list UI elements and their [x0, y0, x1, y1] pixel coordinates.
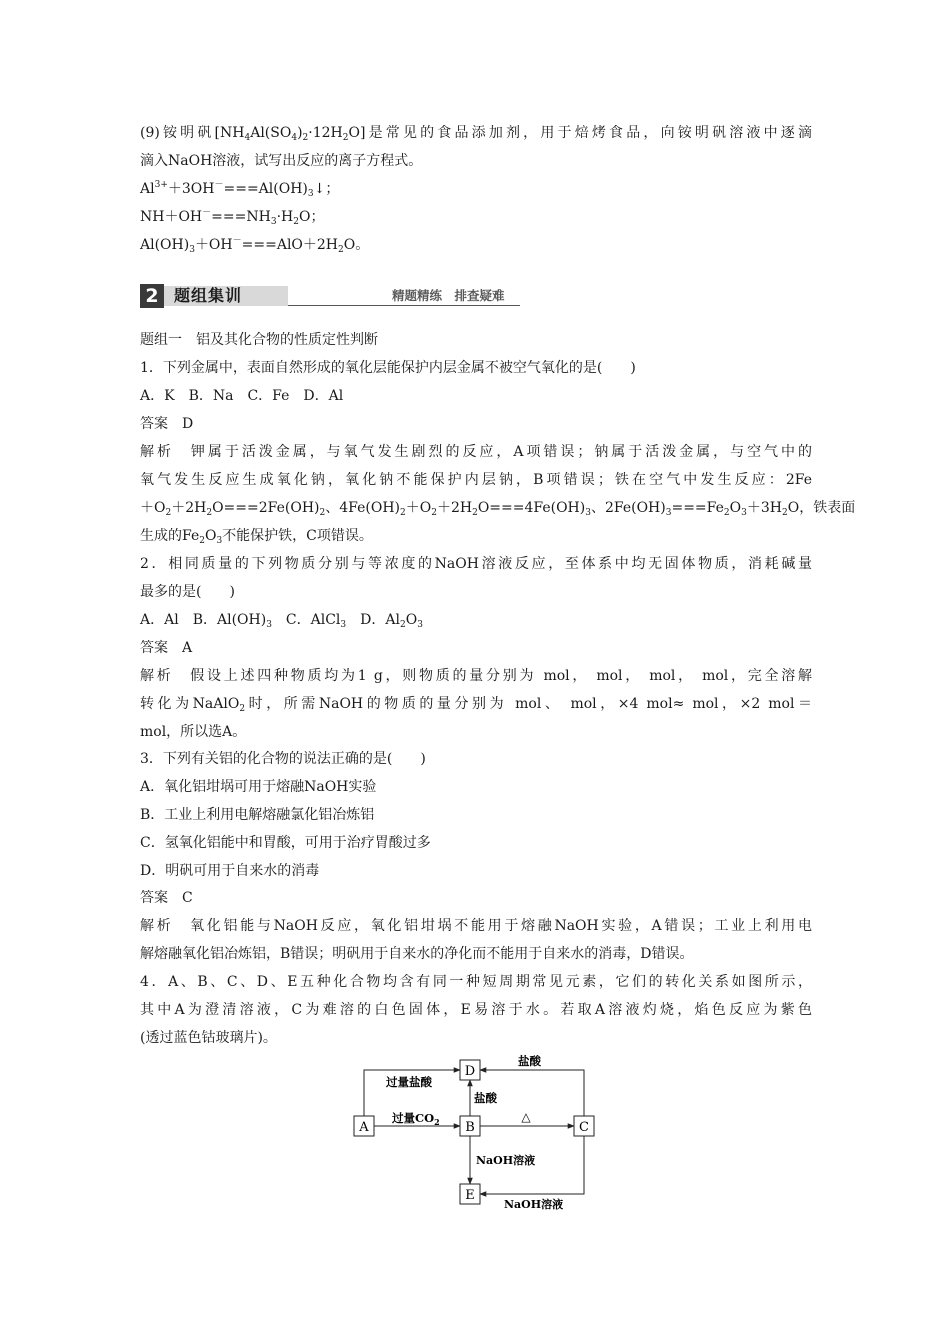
q3-explanation-line1: 解析 氧化铝能与NaOH反应，氧化铝坩埚不能用于熔融NaOH实验，A错误；工业上利用电 — [140, 918, 812, 934]
section-number-badge: 2 — [140, 284, 164, 308]
node-b-label: B — [465, 1120, 475, 1135]
q1-options: A．K B．Na C．Fe D．Al — [140, 388, 344, 404]
q3-option-b: B．工业上利用电解熔融氯化铝冶炼铝 — [140, 807, 375, 823]
q1-answer: 答案 D — [140, 416, 194, 432]
label-excess-co2: 过量$CO_2$ — [392, 1111, 440, 1127]
q1-stem: 1．下列金属中，表面自然形成的氧化层能保护内层金属不被空气氧化的是( ) — [140, 360, 636, 376]
q9-line1: (9)铵明矾$[NH_4Al(SO_4)_2\cdot 12H_2O]$是常见的食品添加剂，用于焙烤食品，向铵明矾溶液中逐滴 — [140, 125, 812, 143]
q3-option-a: A．氧化铝坩埚可用于熔融NaOH实验 — [140, 779, 377, 795]
section-header — [140, 284, 520, 308]
section-underline — [288, 305, 520, 306]
q2-answer: 答案 A — [140, 640, 193, 656]
q3-explanation-line2: 解熔融氧化铝冶炼铝，B错误；明矾用于自来水的净化而不能用于自来水的消毒，D错误。 — [140, 946, 694, 962]
label-naoh-vertical: NaOH溶液 — [476, 1154, 536, 1167]
q2-explanation-line1: 解析 假设上述四种物质均为1 g，则物质的量分别为 mol， mol， mol， mol，完全溶解 — [140, 668, 812, 684]
q9-equation-1: $Al^{3+}+3OH^-===Al(OH)_3↓$； — [140, 180, 340, 199]
q2-stem-line1: 2．相同质量的下列物质分别与等浓度的NaOH溶液反应，至体系中均无固体物质，消耗碱量 — [140, 556, 812, 572]
q2-explanation-line2: 转化为NaAlO$_2$时，所需NaOH的物质的量分别为 mol、 mol，×4 mol≈ mol，×2 mol＝ — [140, 696, 812, 714]
node-d-label: D — [464, 1064, 476, 1079]
section-subtitle: 精题精练 排查疑难 — [392, 288, 505, 303]
q1-explanation-line4: 生成的$Fe_2O_3$不能保护铁，C项错误。 — [140, 528, 373, 546]
q4-stem-line2: 其中A为澄清溶液，C为难溶的白色固体，E易溶于水。若取A溶液灼烧，焰色反应为紫色 — [140, 1002, 812, 1018]
q3-option-c: C．氢氧化铝能中和胃酸，可用于治疗胃酸过多 — [140, 835, 431, 851]
node-c-label: C — [579, 1120, 589, 1135]
group1-title: 题组一 铝及其化合物的性质定性判断 — [140, 332, 378, 348]
q2-stem-line2: 最多的是( ) — [140, 584, 235, 600]
label-hcl-top: 盐酸 — [518, 1054, 541, 1068]
q3-option-d: D．明矾可用于自来水的消毒 — [140, 863, 320, 879]
label-heat: △ — [521, 1110, 531, 1124]
q3-answer: 答案 C — [140, 890, 193, 906]
q1-explanation-line1: 解析 钾属于活泼金属，与氧气发生剧烈的反应，A项错误；钠属于活泼金属，与空气中的 — [140, 444, 812, 460]
q3-stem: 3．下列有关铝的化合物的说法正确的是( ) — [140, 751, 426, 767]
label-hcl-vertical: 盐酸 — [474, 1091, 497, 1105]
q1-explanation-line2: 氧气发生反应生成氧化钠，氧化钠不能保护内层钠，B项错误；铁在空气中发生反应：2Fe — [140, 472, 812, 488]
label-naoh-bottom: NaOH溶液 — [504, 1198, 564, 1210]
q9-equation-3: $Al(OH)_3+OH^-===AlO+2H_2O$。 — [140, 236, 370, 255]
q2-explanation-line3: mol，所以选A。 — [140, 724, 247, 740]
q4-stem-line1: 4．A、B、C、D、E五种化合物均含有同一种短周期常见元素，它们的转化关系如图所示， — [140, 974, 812, 990]
section-title: 题组集训 — [174, 286, 243, 305]
q9-line2: 滴入NaOH溶液，试写出反应的离子方程式。 — [140, 153, 423, 169]
conversion-diagram — [340, 1050, 610, 1210]
node-e-label: E — [465, 1188, 475, 1203]
q1-explanation-line3: $+O_2+2H_2O===2Fe(OH)_2$、$4Fe(OH)_2+O_2+2H_2O===4Fe(OH)_3$、$2Fe(OH)_3===Fe_2O_3+3H_2O$，铁表面 — [140, 500, 856, 518]
q2-options: A．Al B．$Al(OH)_3$ C．AlCl$_3$ D．$Al_2O_3$ — [140, 612, 423, 630]
label-excess-hcl: 过量盐酸 — [386, 1075, 432, 1089]
q4-stem-line3: (透过蓝色钴玻璃片)。 — [140, 1030, 277, 1046]
node-a-label: A — [359, 1120, 369, 1135]
q9-equation-2: $NH+OH^-===NH_3\cdot H_2O$； — [140, 208, 325, 227]
